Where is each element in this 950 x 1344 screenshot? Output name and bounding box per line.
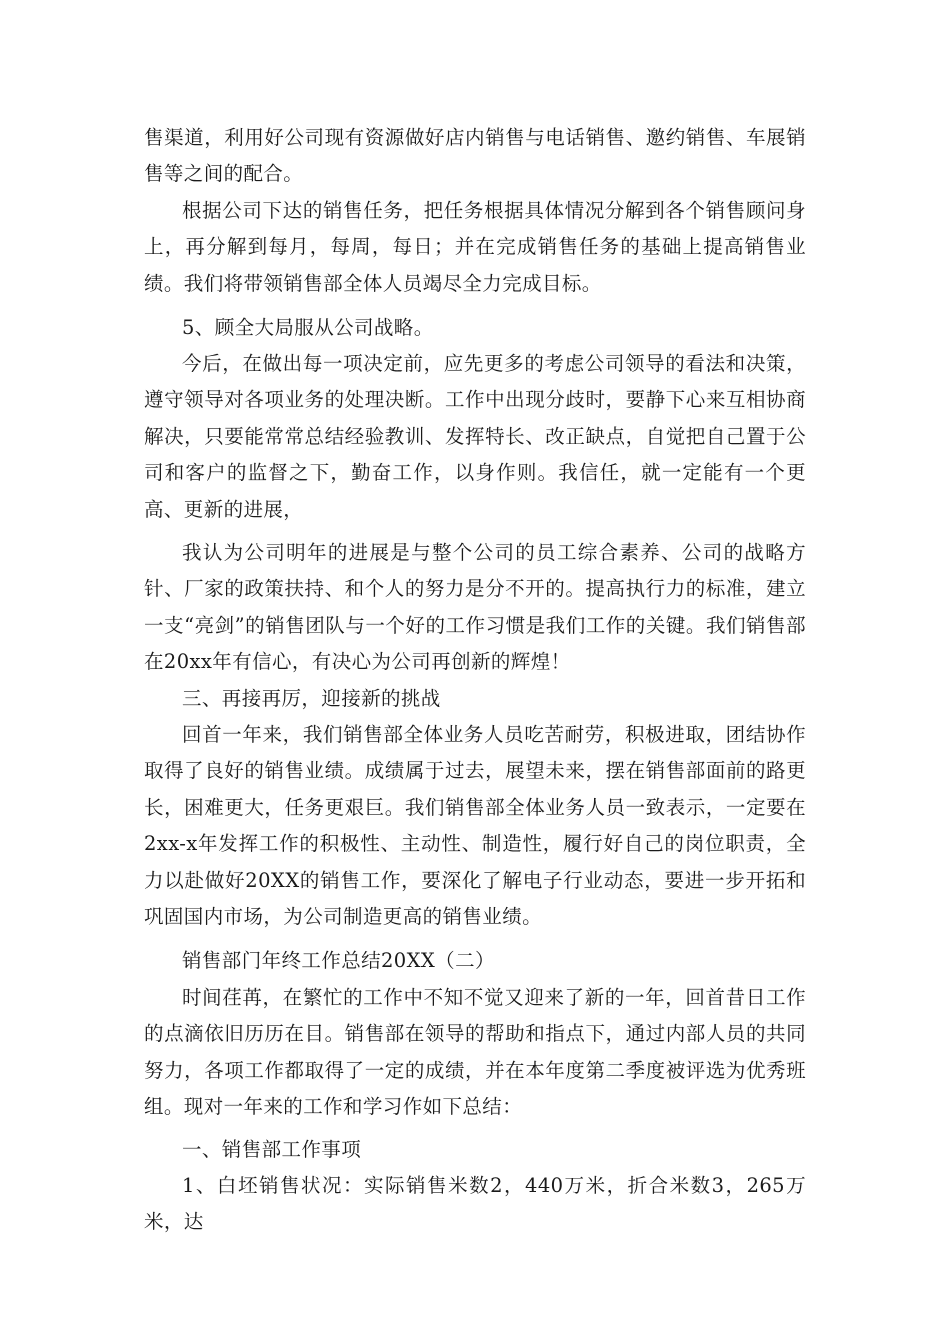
paragraph-6: 时间荏苒，在繁忙的工作中不知不觉又迎来了新的一年，回首昔日工作的点滴依旧历历在目。销售部在领导的帮助和指点下，通过内部人员的共同努力，各项工作都取得了一定的成绩，并在本年度第二季度被评选为优秀班组。现对一年来的工作和学习作如下总结： (144, 986, 806, 1119)
paragraph-7: 1、白坯销售状况：实际销售米数2，440万米，折合米数3，265万米，达 (144, 1174, 806, 1234)
paragraph-4: 我认为公司明年的进展是与整个公司的员工综合素养、公司的战略方针、厂家的政策扶持、和个人的努力是分不开的。提高执行力的标准，建立一支“亮剑”的销售团队与一个好的工作习惯是我们工作的关键。我们销售部在20xx年有信心，有决心为公司再创新的辉煌！ (144, 541, 806, 674)
paragraph-3: 今后，在做出每一项决定前，应先更多的考虑公司领导的看法和决策，遵守领导对各项业务的处理决断。工作中出现分歧时，要静下心来互相协商解决，只要能常常总结经验教训、发挥特长、改正缺点，自觉把自己置于公司和客户的监督之下，勤奋工作，以身作则。我信任，就一定能有一个更高、更新的进展， (144, 352, 806, 521)
paragraph-5: 回首一年来，我们销售部全体业务人员吃苦耐劳，积极进取，团结协作取得了良好的销售业绩。成绩属于过去，展望未来，摆在销售部面前的路更长，困难更大，任务更艰巨。我们销售部全体业务人员一致表示，一定要在2xx-x年发挥工作的积极性、主动性、制造性，履行好自己的岗位职责，全力以赴做好20XX的销售工作，要深化了解电子行业动态，要进一步开拓和巩固国内市场，为公司制造更高的销售业绩。 (144, 723, 806, 929)
paragraph-2: 根据公司下达的销售任务，把任务根据具体情况分解到各个销售顾问身上，再分解到每月，每周，每日；并在完成销售任务的基础上提高销售业绩。我们将带领销售部全体人员竭尽全力完成目标。 (144, 199, 806, 295)
document-title: 销售部门年终工作总结20XX（二） (182, 949, 495, 972)
paragraph-1: 售渠道，利用好公司现有资源做好店内销售与电话销售、邀约销售、车展销售等之间的配合。 (144, 126, 806, 186)
section-heading-1: 一、销售部工作事项 (182, 1138, 362, 1161)
section-heading-5: 5、顾全大局服从公司战略。 (182, 316, 434, 339)
section-heading-3: 三、再接再厉，迎接新的挑战 (182, 687, 441, 710)
